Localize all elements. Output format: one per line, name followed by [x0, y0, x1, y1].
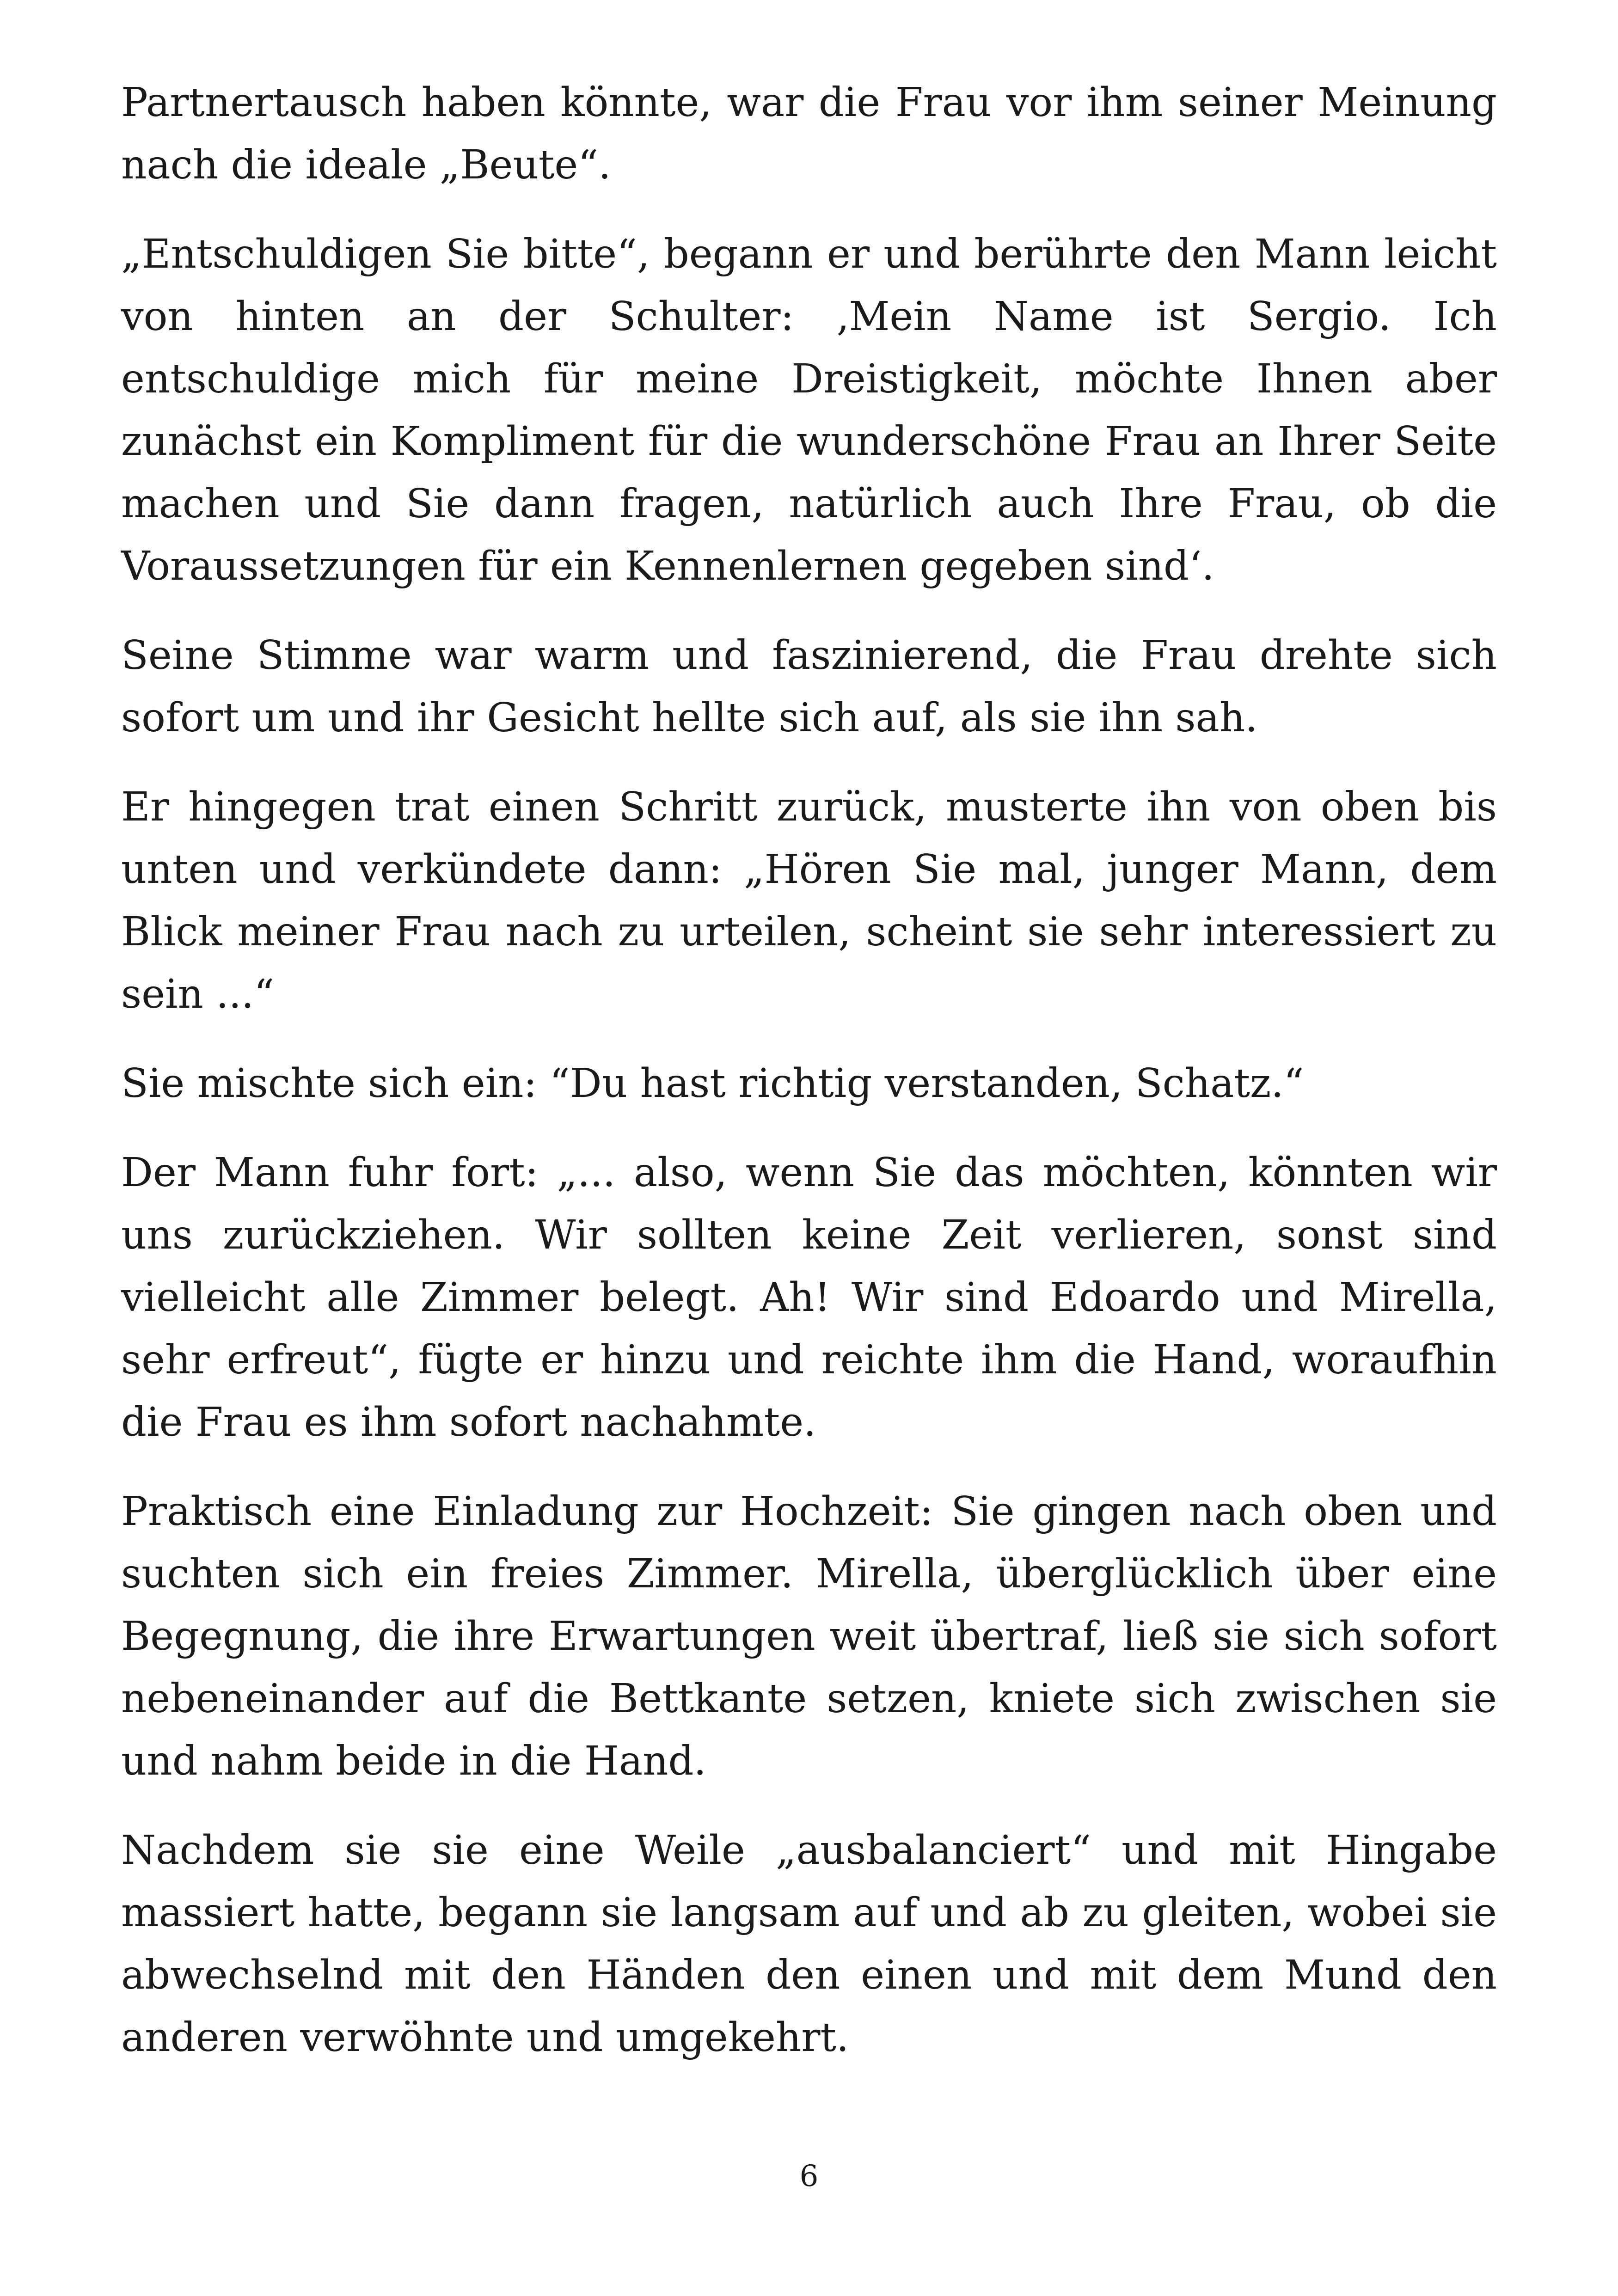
page-number: 6 — [799, 2159, 819, 2193]
paragraph-4: Er hingegen trat einen Schritt zurück, musterte ihn von oben bis unten und verkündete dann: „Hören Sie mal, junger Mann, dem Blick meiner Frau nach zu urteilen, scheint sie sehr interessiert zu sein ...“ — [121, 784, 1497, 1017]
body-text — [121, 72, 1497, 2069]
paragraph-7: Praktisch eine Einladung zur Hochzeit: Sie gingen nach oben und suchten sich ein freies Zimmer. Mirella, überglücklich über eine Begegnung, die ihre Erwartungen weit übertraf, ließ sie sich sofort nebeneinander auf die Bettkante setzen, kniete sich zwischen sie und nahm beide in die Hand. — [121, 1488, 1497, 1784]
paragraph-6: Der Mann fuhr fort: „... also, wenn Sie das möchten, könnten wir uns zurückziehen. Wir sollten keine Zeit verlieren, sonst sind vielleicht alle Zimmer belegt. Ah! Wir sind Edoardo und Mirella, sehr erfreut“, fügte er hinzu und reichte ihm die Hand, woraufhin die Frau es ihm sofort nachahmte. — [121, 1150, 1497, 1445]
paragraph-3: Seine Stimme war warm und faszinierend, die Frau drehte sich sofort um und ihr Gesicht hellte sich auf, als sie ihn sah. — [121, 632, 1497, 741]
paragraph-1: Partnertausch haben könnte, war die Frau vor ihm seiner Meinung nach die ideale „Beute“. — [121, 80, 1497, 188]
paragraph-5: Sie mischte sich ein: “Du hast richtig verstanden, Schatz.“ — [121, 1060, 1304, 1107]
paragraph-8: Nachdem sie sie eine Weile „ausbalanciert“ und mit Hingabe massiert hatte, begann sie langsam auf und ab zu gleiten, wobei sie abwechselnd mit den Händen den einen und mit dem Mund den anderen verwöhnte und umgekehrt. — [121, 1827, 1497, 2061]
paragraph-2: „Entschuldigen Sie bitte“, begann er und berührte den Mann leicht von hinten an der Schulter: ‚Mein Name ist Sergio. Ich entschuldige mich für meine Dreistigkeit, möchte Ihnen aber zunächst ein Kompliment für die wunderschöne Frau an Ihrer Seite machen und Sie dann fragen, natürlich auch Ihre Frau, ob die Voraussetzungen für ein Kennenlernen gegeben sind‘. — [121, 231, 1497, 589]
